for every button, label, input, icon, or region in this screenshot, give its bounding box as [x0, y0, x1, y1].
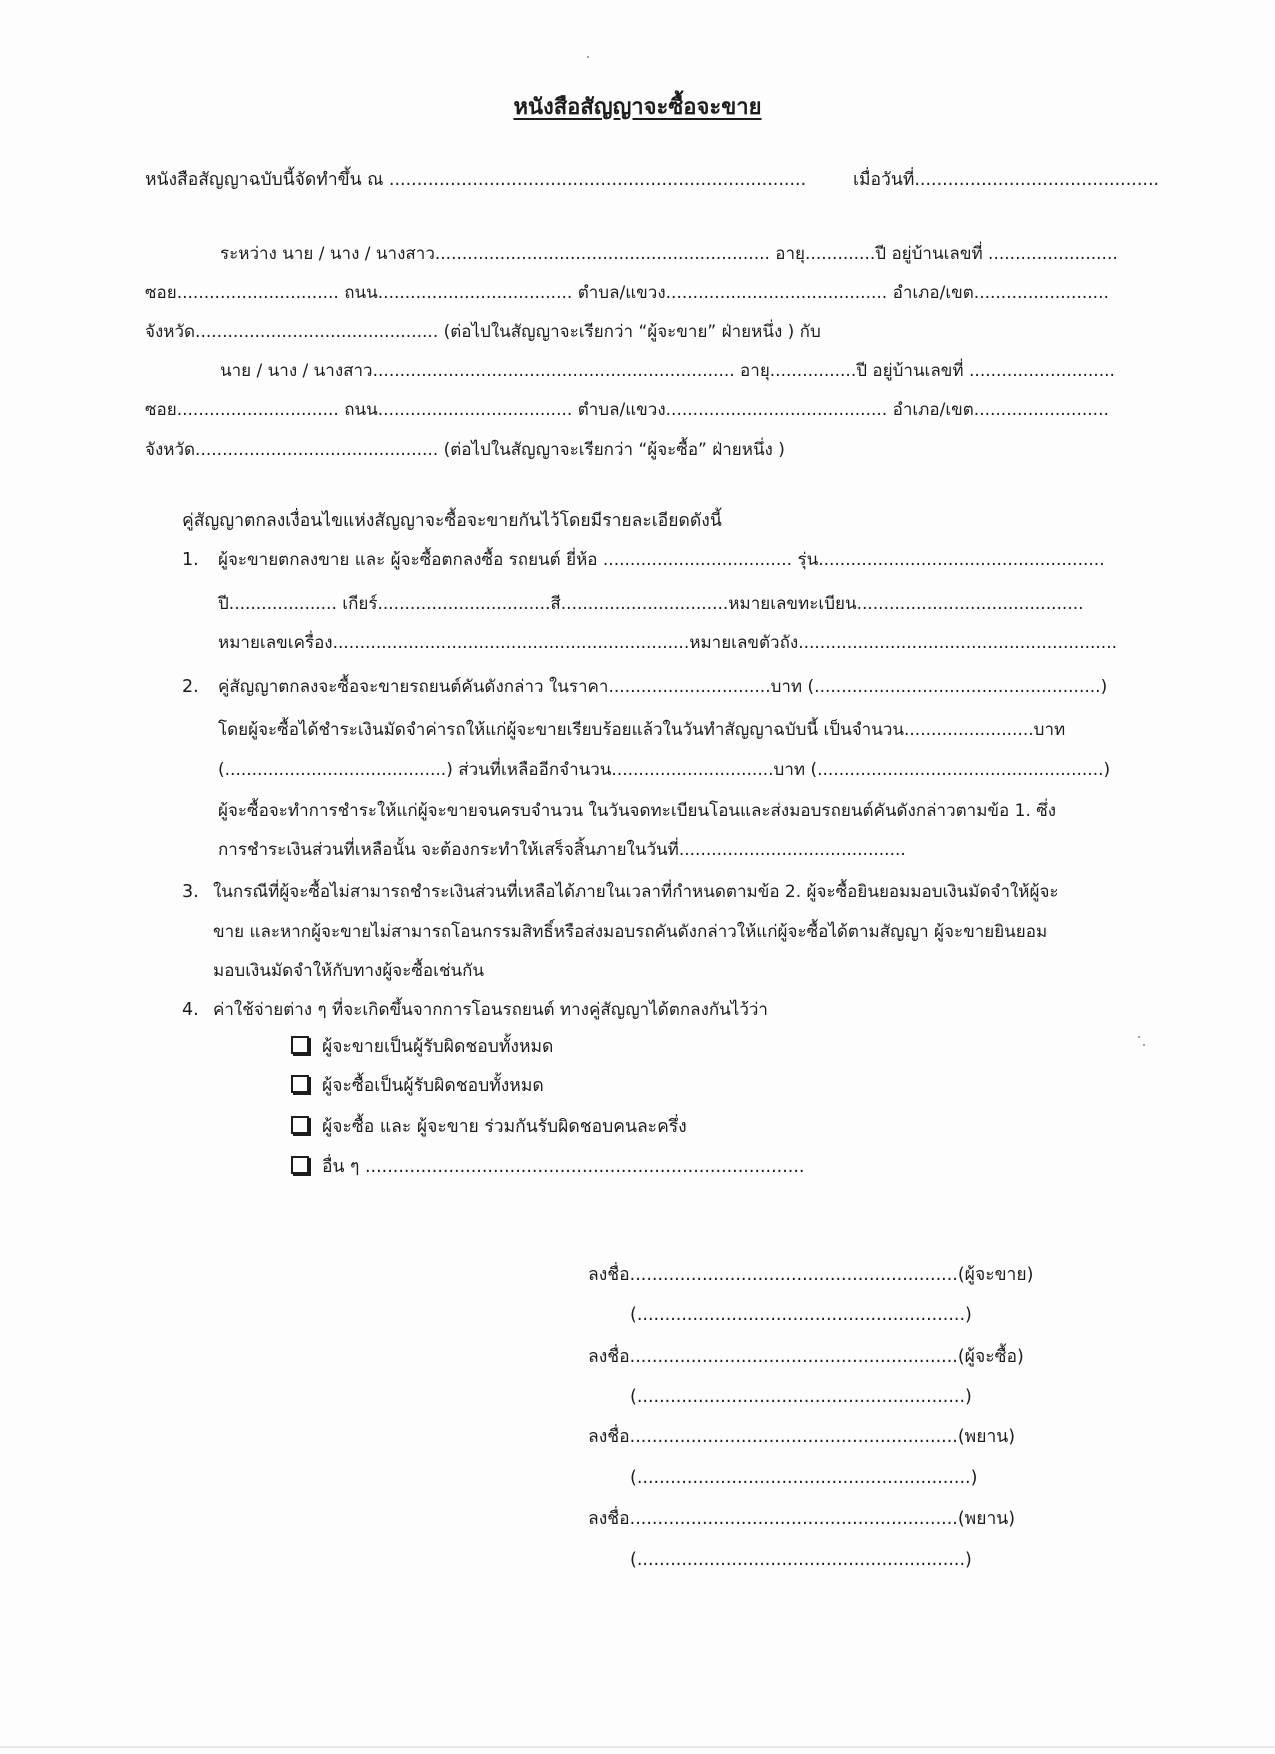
seller-printed-name: (...........................................................) — [630, 1305, 972, 1325]
buyer-address-line: ซอย.............................. ถนน.................................... ตำบล/แขวง......................................... อำเภอ/เขต......................... — [145, 400, 1109, 420]
option-other-label: อื่น ๆ ............................................................................... — [322, 1157, 805, 1177]
checkbox-seller-pays[interactable] — [291, 1036, 309, 1054]
clause-3-line-2: ขาย และหากผู้จะขายไม่สามารถโอนกรรมสิทธิ์หรือส่งมอบรถคันดังกล่าวให้แก่ผู้จะซื้อได้ตามสัญญา ผู้จะขายยินยอม — [213, 922, 1048, 942]
clause-1-line-1: ผู้จะขายตกลงขาย และ ผู้จะซื้อตกลงซื้อ รถยนต์ ยี่ห้อ ................................... รุ่น..................................................... — [218, 550, 1105, 570]
clause-4-line-1: ค่าใช้จ่ายต่าง ๆ ที่จะเกิดขึ้นจากการโอนรถยนต์ ทางคู่สัญญาได้ตกลงกันไว้ว่า — [213, 1000, 768, 1020]
scan-speck — [1143, 1044, 1145, 1046]
seller-signature-line: ลงชื่อ...........................................................(ผู้จะขาย) — [588, 1265, 1034, 1285]
clause-1-line-3: หมายเลขเครื่อง..................................................................หมายเลขตัวถัง........................................................... — [218, 633, 1118, 653]
clause-2-line-4: ผู้จะซื้อจะทำการชำระให้แก่ผู้จะขายจนครบจำนวน ในวันจดทะเบียนโอนและส่งมอบรถยนต์คันดังกล่าวตามข้อ 1. ซึ่ง — [218, 801, 1057, 821]
witness-2-signature-line: ลงชื่อ...........................................................(พยาน) — [588, 1509, 1016, 1529]
option-seller-pays-label: ผู้จะขายเป็นผู้รับผิดชอบทั้งหมด — [322, 1037, 554, 1057]
clause-3-line-3: มอบเงินมัดจำให้กับทางผู้จะซื้อเช่นกัน — [213, 961, 485, 981]
scan-speck — [587, 56, 589, 58]
scan-edge — [0, 1746, 1275, 1748]
clause-1-number: 1. — [182, 550, 199, 570]
seller-province-line: จังหวัด............................................. (ต่อไปในสัญญาจะเรียกว่า “ผู้จะขาย” ฝ่ายหนึ่ง ) กับ — [145, 322, 821, 342]
terms-intro: คู่สัญญาตกลงเงื่อนไขแห่งสัญญาจะซื้อจะขายกันไว้โดยมีรายละเอียดดังนี้ — [182, 511, 722, 531]
checkbox-other[interactable] — [291, 1156, 309, 1174]
witness-1-signature-line: ลงชื่อ...........................................................(พยาน) — [588, 1427, 1016, 1447]
clause-4-number: 4. — [182, 1000, 199, 1020]
option-split-cost-label: ผู้จะซื้อ และ ผู้จะขาย ร่วมกันรับผิดชอบคนละครึ่ง — [322, 1117, 687, 1137]
checkbox-split-cost[interactable] — [291, 1116, 309, 1134]
clause-3-number: 3. — [182, 882, 199, 902]
preamble-date: เมื่อวันที่............................................ — [853, 170, 1160, 190]
checkbox-buyer-pays[interactable] — [291, 1075, 309, 1093]
clause-2-line-3: (.........................................) ส่วนที่เหลืออีกจำนวน..............................บาท (.....................................................) — [218, 760, 1111, 780]
clause-2-line-5: การชำระเงินส่วนที่เหลือนั้น จะต้องกระทำให้เสร็จสิ้นภายในวันที่.......................................... — [218, 840, 906, 860]
preamble-place: หนังสือสัญญาฉบับนี้จัดทำขึ้น ณ ........................................................................... — [145, 170, 807, 190]
seller-name-line: ระหว่าง นาย / นาง / นางสาว.............................................................. อายุ.............ปี อยู่บ้านเลขที่ ........................ — [220, 244, 1118, 264]
seller-address-line: ซอย.............................. ถนน.................................... ตำบล/แขวง......................................... อำเภอ/เขต......................... — [145, 283, 1109, 303]
option-buyer-pays-label: ผู้จะซื้อเป็นผู้รับผิดชอบทั้งหมด — [322, 1076, 544, 1096]
scan-speck — [1138, 1036, 1140, 1038]
page-title: หนังสือสัญญาจะซื้อจะขาย — [513, 95, 762, 120]
clause-2-number: 2. — [182, 677, 199, 697]
buyer-signature-line: ลงชื่อ...........................................................(ผู้จะซื้อ) — [588, 1347, 1024, 1367]
witness-2-printed-name: (...........................................................) — [630, 1550, 972, 1570]
clause-1-line-2: ปี.................... เกียร์................................สี...............................หมายเลขทะเบียน.......................................... — [218, 594, 1084, 614]
buyer-province-line: จังหวัด............................................. (ต่อไปในสัญญาจะเรียกว่า “ผู้จะซื้อ” ฝ่ายหนึ่ง ) — [145, 440, 785, 460]
witness-1-printed-name: (............................................................) — [630, 1468, 978, 1488]
clause-2-line-1: คู่สัญญาตกลงจะซื้อจะขายรถยนต์คันดังกล่าว ในราคา..............................บาท (.....................................................) — [218, 677, 1108, 697]
clause-3-line-1: ในกรณีที่ผู้จะซื้อไม่สามารถชำระเงินส่วนที่เหลือได้ภายในเวลาที่กำหนดตามข้อ 2. ผู้จะซื้อยินยอมมอบเงินมัดจำให้ผู้จะ — [213, 882, 1059, 902]
buyer-name-line: นาย / นาง / นางสาว................................................................... อายุ................ปี อยู่บ้านเลขที่ ........................... — [220, 361, 1115, 381]
buyer-printed-name: (...........................................................) — [630, 1387, 972, 1407]
clause-2-line-2: โดยผู้จะซื้อได้ชำระเงินมัดจำค่ารถให้แก่ผู้จะขายเรียบร้อยแล้วในวันทำสัญญาฉบับนี้ เป็นจำนวน........................บาท — [218, 720, 1066, 740]
